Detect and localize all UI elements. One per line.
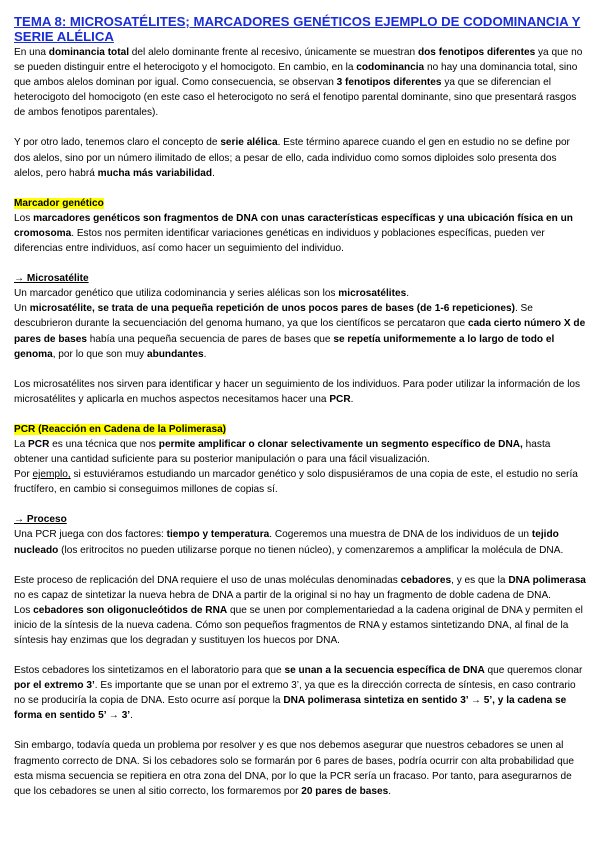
page-title: TEMA 8: MICROSATÉLITES; MARCADORES GENÉTICOS EJEMPLO DE CODOMINANCIA Y SERIE ALÉLICA (14, 14, 581, 44)
paragraph-dominancia: En una dominancia total del alelo dominante frente al recesivo, únicamente se muestran dos fenotipos diferentes ya que no se pueden distinguir entre el heterocigoto y el homocigoto. En cambio, en la codominancia no hay una dominancia total, sino que ambos alelos dominan por igual. Como consecuencia, se observan 3 fenotipos diferentes ya que se diferencian el heterocigoto del homocigoto (en este caso el heterocigoto no será el fenotipo parental dominante, sino que presentará rasgos de ambos fenotipos parentales). (14, 47, 583, 119)
paragraph-microsatelites-intro: Un marcador genético que utiliza codominancia y series alélicas son los microsatélites. (14, 288, 409, 300)
paragraph-pcr-def: La PCR es una técnica que nos permite amplificar o clonar selectivamente un segmento específico de DNA, hasta obtener una cantidad suficiente para su posterior manipulación o para una fácil visualización. (14, 438, 551, 466)
paragraph-serie-alelica: Y por otro lado, tenemos claro el concepto de serie alélica. Este término aparece cuando el gen en estudio no se define por dos alelos, sino por un número ilimitado de ellos; a pesar de ello, cada individuo como somos diploides solo presenta dos alelos, pero habrá mucha más variabilidad. (14, 137, 570, 179)
paragraph-cebadores: Este proceso de replicación del DNA requiere el uso de unas moléculas denominadas cebadores, y es que la DNA polimerasa no es capaz de sintetizar la nueva hebra de DNA a partir de la original si no hay un fragmento de doble cadena de DNA. (14, 574, 586, 601)
heading-marcador-genetico: Marcador genético (14, 197, 104, 209)
paragraph-sintesis-cebadores: Estos cebadores los sintetizamos en el laboratorio para que se unan a la secuencia específica de DNA que queremos clonar por el extremo 3’. Es importante que se unan por el extremo 3’, ya que es la dirección correcta de síntesis, en caso contrario no se produciría la copia de DNA. Esto ocurre así porque la DNA polimerasa sintetiza en sentido 3’ → 5’, y la cadena se forma en sentido 5’ → 3’. (14, 665, 583, 722)
document-page (14, 14, 586, 799)
paragraph-problema: Sin embargo, todavía queda un problema por resolver y es que nos debemos asegurar que nuestros cebadores se unen al fragmento correcto de DNA. Si los cebadores solo se formarán por 6 pares de bases, podría ocurrir con alta probabilidad que esta misma secuencia se repitiera en otra zona del DNA, por lo que la PCR sería un fracaso. Por tanto, para asegurarnos de que los cebadores se unen al sitio correcto, los formaremos por 20 pares de bases. (14, 740, 574, 797)
heading-microsatelite: → Microsatélite (14, 273, 89, 285)
paragraph-proceso-factores: Una PCR juega con dos factores: tiempo y temperatura. Cogeremos una muestra de DNA de los individuos de un tejido nucleado (los eritrocitos no pueden utilizarse porque no tienen núcleo), y comenzaremos a amplificar la molécula de DNA. (14, 529, 564, 556)
paragraph-marcadores: Los marcadores genéticos son fragmentos de DNA con unas características específicas y una ubicación física en un cromosoma. Estos nos permiten identificar variaciones genéticas en individuos y poblaciones específicas, pueden ver diferencias entre individuos, así como hacer un seguimiento del individuo. (14, 212, 573, 255)
paragraph-oligonucleotidos: Los cebadores son oligonucleótidos de RNA que se unen por complementariedad a la cadena original de DNA y permiten el inicio de la síntesis de la nueva cadena. Cómo son pequeños fragmentos de RNA y estamos sintetizando DNA, al final de la síntesis hay enzimas que los degradan y sustituyen los huecos por DNA. (14, 604, 583, 646)
paragraph-microsatelite-def: Un microsatélite, se trata de una pequeña repetición de unos pocos pares de bases (de 1-6 repeticiones). Se descubrieron durante la secuenciación del genoma humano, ya que los científicos se percataron que cada cierto número X de pares de bases había una pequeña secuencia de pares de bases que se repetía uniformemente a lo largo de todo el genoma, por lo que son muy abundantes. (14, 303, 586, 360)
heading-pcr: PCR (Reacción en Cadena de la Polimerasa) (14, 423, 227, 435)
heading-proceso: → Proceso (14, 514, 67, 526)
paragraph-microsatelites-uso: Los microsatélites nos sirven para identificar y hacer un seguimiento de los individuos. Para poder utilizar la información de los microsatélites y aplicarla en muchos aspectos necesitamos hacer una PCR. (14, 378, 581, 405)
paragraph-pcr-ejemplo: Por ejemplo, si estuviéramos estudiando un marcador genético y solo dispusiéramos de una copia de este, el estudio no sería fructífero, en cambio si conseguimos millones de copias sí. (14, 469, 578, 496)
